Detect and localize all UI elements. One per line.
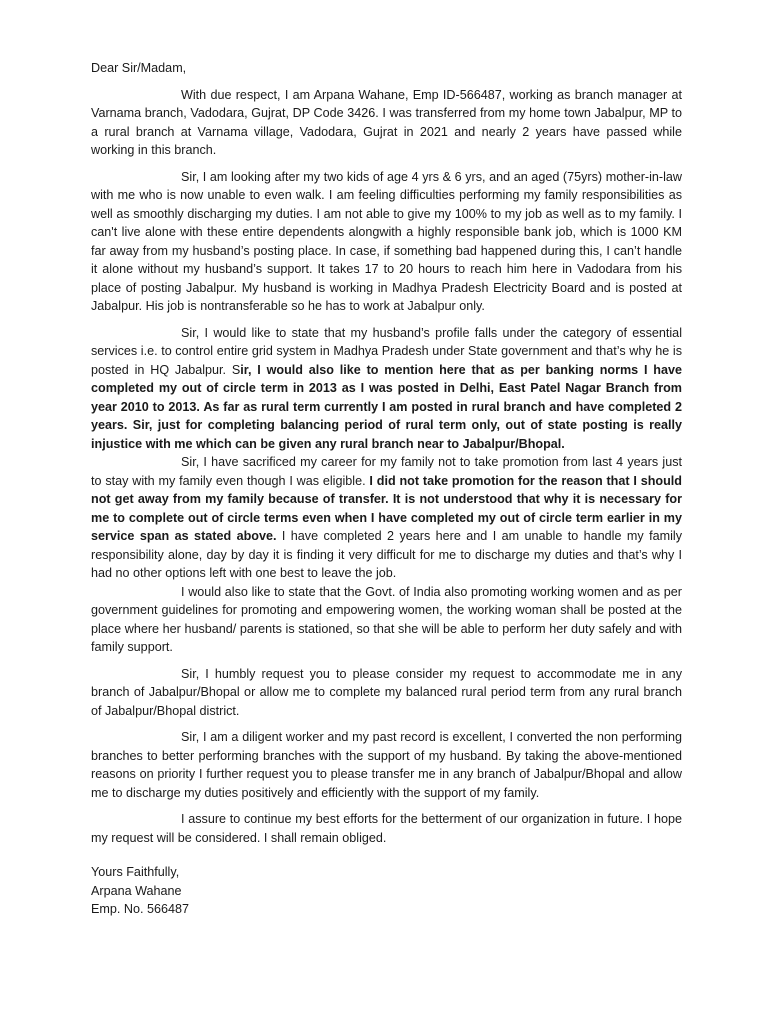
text-run: I would also like to state that the Govt. of India also promoting working women and as per government guidelines for promoting and empowering women, the working woman shall be posted at the place where her husband/ parents is stationed, so that she will be able to perform her duty safely and with family support. bbox=[91, 584, 682, 654]
paragraph-assurance bbox=[91, 810, 682, 847]
text-run: With due respect, I am Arpana Wahane, Emp ID-566487, working as branch manager at Varnama branch, Vadodara, Gujrat, DP Code 3426. I was transferred from my home town Jabalpur, MP to a rural branch at Varnama village, Vadodara, Gujrat in 2021 and nearly 2 years have passed while working in this branch. bbox=[91, 87, 682, 157]
paragraph-record bbox=[91, 728, 682, 802]
salutation: Dear Sir/Madam, bbox=[91, 61, 187, 75]
closing-block bbox=[91, 863, 682, 919]
employee-number: Emp. No. 566487 bbox=[91, 902, 190, 916]
text-run: Sir, I have sacrificed my career for my family not to take promotion from last 4 years just to stay with my family even though I was eligible. bbox=[91, 455, 682, 488]
text-run: I assure to continue my best efforts for the betterment of our organization in future. I hope my request will be considered. I shall remain obliged. bbox=[91, 812, 682, 845]
paragraph-govt-guidelines bbox=[91, 583, 682, 657]
valediction: Yours Faithfully, bbox=[91, 865, 180, 879]
bold-text-run: ir, I would also like to mention here that as per banking norms I have completed my out of circle term in 2013 as I was posted in Delhi, East Patel Nagar Branch from year 2010 to 2013. As far as rural term currently I am posted in rural branch and have completed 2 years. Sir, just for completing balancing period of rural term only, out of state posting is really injustice with me which can be given any rural branch near to Jabalpur/Bhopal. bbox=[91, 362, 683, 451]
text-run: Sir, I am a diligent worker and my past record is excellent, I converted the non performing branches to better performing branches with the support of my husband. By taking the above-mentioned reasons on priority I further request you to please transfer me in any branch of Jabalpur/Bhopal and allow me to discharge my duties positively and efficiently with the support of my family. bbox=[91, 730, 682, 800]
paragraph-family-situation bbox=[91, 168, 682, 316]
text-run: Sir, I humbly request you to please consider my request to accommodate me in any branch of Jabalpur/Bhopal or allow me to complete my balanced rural period term from any rural branch of Jabalpur/Bhopal district. bbox=[91, 666, 682, 718]
paragraph-career-sacrifice bbox=[91, 453, 682, 583]
text-run: Sir, I am looking after my two kids of age 4 yrs & 6 yrs, and an aged (75yrs) mother-in-law with me who is now unable to even walk. I am feeling difficulties performing my family responsibilities as well as smoothly discharging my duties. I am not able to give my 100% to my job as well as to my family. I can't live alone with these entire dependents alongwith a highly responsible bank job, which is 1000 KM far away from my husband’s posting place. In case, if something bad happened during this, I can’t handle it alone without my husband’s support. It takes 17 to 20 hours to reach him here in Vadodara from his place of posting Jabalpur. My husband is working in Madhya Pradesh Electricity Board and is posted at Jabalpur. His job is nontransferable so he has to work at Jabalpur only. bbox=[91, 169, 682, 313]
text-run: Sir, I would like to state that my husband’s profile falls under the category of essential services i.e. to control entire grid system in Madhya Pradesh under State government and that’s why he is posted in HQ Jabalpur. S bbox=[91, 325, 682, 377]
paragraph-request bbox=[91, 665, 682, 721]
bold-text-run: I did not take promotion for the reason that I should not get away from my family because of transfer. It is not understood that why it is necessary for me to complete out of circle terms even when I have completed my out of circle term earlier in my service span as stated above. bbox=[91, 473, 682, 543]
paragraph-intro bbox=[91, 86, 682, 160]
signatory-name: Arpana Wahane bbox=[91, 883, 182, 898]
text-run: I have completed 2 years here and I am unable to handle my family responsibility alone, day by day it is finding it very difficult for me to discharge my duties and that’s why I had no other options left with one best to leave the job. bbox=[91, 529, 682, 580]
paragraph-husband-profile bbox=[91, 324, 682, 454]
